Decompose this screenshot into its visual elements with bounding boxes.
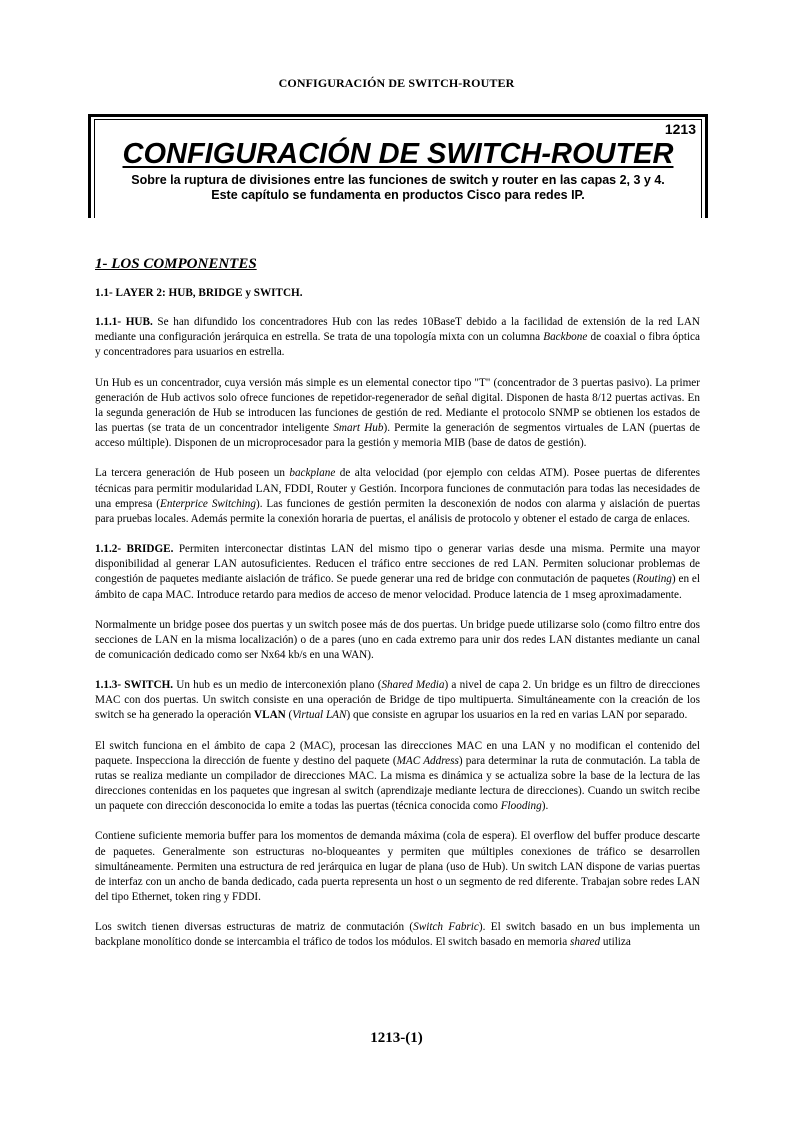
- paragraph-text: ). Permite la generación de segmentos virtuales de LAN (puertas de acceso múltiple). Disponen de un microprocesador para la gestión y memoria MIB (base de datos de gestión).: [95, 422, 701, 450]
- section-heading: 1- LOS COMPONENTES: [95, 256, 257, 272]
- paragraph-text: ).: [541, 800, 549, 813]
- page-number: 1213-(1): [370, 1030, 423, 1046]
- paragraph-text: ) a nivel de capa 2. Un bridge es un filtro de direcciones MAC con dos puertas. Un switch consiste en una operación de Bridge de tipo multipuerta. Simultáneamente con la creación de los switch se ha generado la operación: [95, 679, 701, 722]
- paragraph-text: ) en el ámbito de capa MAC. Introduce retardo para medios de acceso de menor velocidad. Produce latencia de 1 mseg aproximadamente.: [95, 573, 700, 601]
- paragraph-text: ) para determinar la ruta de conmutación. La tabla de rutas se realiza mediante un compilador de direcciones MAC. La misma es dinámica y se actualiza sobre la base de la lectura de las direcciones contenidas en los paquetes que ingresan al switch (aprendizaje mediante lectura de direcciones). Cuando un switch recibe un paquete con dirección desconocida lo emite a todas las puertas (técnica conocida como: [95, 754, 701, 813]
- subsection-heading: 1.1- LAYER 2: HUB, BRIDGE y SWITCH.: [95, 287, 303, 299]
- paragraph-text: Se han difundido los concentradores Hub con las redes 10BaseT debido a la facilidad de extensión de la red LAN mediante una configuración jerárquica en estrella. Se trata de una topología mixta con un columna: [95, 316, 700, 344]
- title-box-top-rule: [88, 114, 708, 117]
- subtitle-line-1: Sobre la ruptura de divisiones entre las funciones de switch y router en las capas 2, 3 y 4.: [131, 173, 665, 187]
- emphasis-text: Shared Media: [381, 679, 445, 692]
- emphasis-text: Enterprice Switching: [160, 497, 256, 510]
- paragraph-text: ) que consiste en agrupar los usuarios en la red en varias LAN por separado.: [346, 709, 688, 722]
- paragraph-text: Normalmente un bridge posee dos puertas y un switch posee más de dos puertas. Un bridge puede utilizarse solo (como filtro entre dos secciones de LAN en la misma localización) o de a pares (uno en cada extremo para unir dos redes LAN distantes mediante un canal de comunicación dedicado como ser Nx64 kb/s en una WAN).: [95, 618, 700, 661]
- chapter-number: 1213: [664, 121, 696, 137]
- paragraph-switch-fabric: [95, 920, 700, 950]
- body-content: [95, 254, 700, 965]
- paragraph-text: La tercera generación de Hub poseen un: [95, 467, 290, 480]
- paragraph-switch: [95, 678, 700, 723]
- emphasis-text: Smart Hub: [333, 422, 384, 435]
- emphasis-text: Switch Fabric: [413, 921, 479, 934]
- paragraph-text: de alta velocidad (por ejemplo con celdas ATM). Posee puertas de diferentes técnicas para permitir modularidad LAN, FDDI, Router y Gestión. Incorpora funciones de conmutación para todas las necesidades de una empresa (: [95, 467, 700, 510]
- paragraph-text: ). Las funciones de gestión permiten la desconexión de nodos con alarma y aislación de puertas para pruebas locales. Además permite la conexión horaria de puertas, el análisis de protocolo y obtener el estado de carga de enlaces.: [95, 497, 700, 525]
- paragraph-switch-layer2: [95, 739, 700, 815]
- paragraph-text: utiliza: [600, 936, 631, 949]
- paragraph-text: ). El switch basado en un bus implementa un backplane monolítico donde se intercambia el tráfico de todos los módulos. El switch basado en memoria: [95, 921, 700, 949]
- emphasis-text: shared: [570, 936, 601, 949]
- emphasis-text: Flooding: [500, 800, 542, 813]
- title-box-inner-rule: [94, 119, 702, 120]
- emphasis-text: backplane: [289, 467, 336, 480]
- chapter-title-box: [88, 114, 708, 218]
- paragraph-text: Contiene suficiente memoria buffer para los momentos de demanda máxima (cola de espera). El overflow del buffer produce descarte de paquetes. Generalmente son estructuras no-bloqueantes y permiten que múltiples conexiones de tráfico se desarrollen simultáneamente. Permiten una estructura de red jerárquica en lugar de plana (uso de Hub). Un switch LAN dispone de varias puertas de interfaz con un ancho de banda dedicado, cada puerta representa un host o un segmento de red diferente. Trabajan sobre redes LAN del tipo Ethernet, token ring y FDDI.: [95, 830, 700, 903]
- paragraph-bridge-ports: [95, 618, 700, 663]
- paragraph-switch-buffer: [95, 829, 700, 905]
- paragraph-text: Permiten interconectar distintas LAN del mismo tipo o generar varias desde una misma. Permite una mayor disponibilidad al generar LAN autosuficientes. Reducen el tráfico entre secciones de red LAN. Permiten solucionar problemas de congestión de paquetes mediante aislación de tráfico. Se puede generar una red de bridge con conmutación de paquetes (: [95, 543, 700, 586]
- paragraph-text: Un Hub es un concentrador, cuya versión más simple es un elemental conector tipo "T" (concentrador de 3 puertas pasivo). La primer generación de Hub activos solo ofrece funciones de repetidor-regenerador de señal digital. Disponen de hasta 8/12 puertas activas. En la segunda generación de Hub se introducen las funciones de gestión de red. Mediante el protocolo SNMP se obtienen los estados de las puertas (se trata de un concentrador inteligente: [95, 376, 700, 435]
- emphasis-text: Backbone: [543, 331, 588, 344]
- paragraph-hub-generations: [95, 376, 700, 452]
- paragraph-label: 1.1.1- HUB.: [95, 316, 153, 329]
- chapter-title: CONFIGURACIÓN DE SWITCH-ROUTER: [122, 138, 674, 170]
- paragraph-hub: [95, 315, 700, 360]
- chapter-subtitle: [102, 173, 694, 203]
- paragraph-bridge: [95, 542, 700, 603]
- paragraph-text: Un hub es un medio de interconexión plano (: [173, 679, 382, 692]
- running-header: CONFIGURACIÓN DE SWITCH-ROUTER: [278, 76, 515, 90]
- subtitle-line-2: Este capítulo se fundamenta en productos Cisco para redes IP.: [211, 188, 585, 202]
- bold-text: VLAN: [254, 709, 286, 722]
- paragraph-label: 1.1.3- SWITCH.: [95, 679, 174, 692]
- emphasis-text: Routing: [636, 573, 672, 586]
- paragraph-hub-third-generation: [95, 466, 700, 527]
- paragraph-text: Los switch tienen diversas estructuras de matriz de conmutación (: [95, 921, 414, 934]
- emphasis-text: Virtual LAN: [292, 709, 347, 722]
- paragraph-label: 1.1.2- BRIDGE.: [95, 543, 174, 556]
- paragraph-text: (: [285, 709, 293, 722]
- paragraph-text: El switch funciona en el ámbito de capa 2 (MAC), procesan las direcciones MAC en una LAN y no modifican el contenido del paquete. Inspecciona la dirección de fuente y destino del paquete (: [95, 739, 700, 767]
- paragraph-text: de coaxial o fibra óptica y concentradores para usuarios en estrella.: [95, 331, 700, 359]
- emphasis-text: MAC Address: [396, 754, 459, 767]
